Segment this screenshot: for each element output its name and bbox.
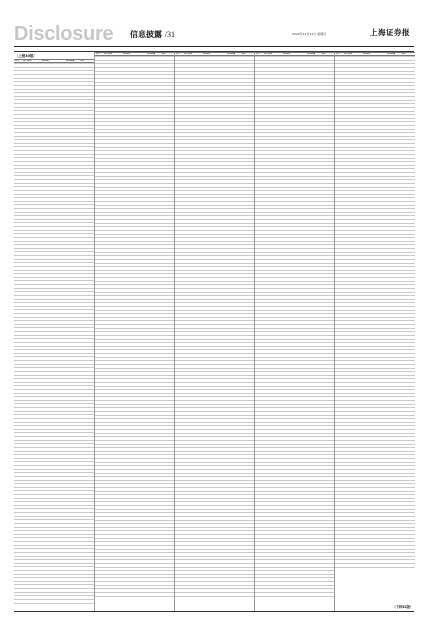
column-header: 客户名称 [104,53,113,55]
page-number: /31 [164,30,176,39]
section-name: 信息披露 [130,29,162,39]
table-row [335,567,415,571]
column-header: 序号 [176,53,181,55]
disclosure-table-frame [14,51,414,612]
dateline: 2020年12月31日 星期四 [292,32,327,36]
column-header: 客户名称 [184,53,193,55]
column-header: 证券账户 [283,53,292,55]
column-header: 序号 [336,53,341,55]
column-header: 比例 [241,53,246,55]
table-column-3 [174,52,254,611]
table-row [255,596,335,600]
column-header: 持有数量 [147,53,156,55]
column-header: 序号 [96,53,101,55]
column-header: 序号 [256,53,261,55]
table-column-4 [254,52,334,611]
column-header: 比例 [161,53,166,55]
section-wordmark: Disclosure [14,23,114,45]
table-row [14,603,94,607]
column-header: 证券账户 [203,53,212,55]
column-header: 持有数量 [227,53,236,55]
column-header: 证券账户 [363,53,372,55]
table-row [95,596,175,600]
column-header: 序号 [15,60,20,62]
column-header: 证券账户 [42,60,51,62]
column-header: 客户名称 [23,60,32,62]
column-header: 比例 [321,53,326,55]
newspaper-name: 上海证券报 [370,28,410,37]
masthead [14,18,414,47]
continued-on-note: （下转32版） [392,605,413,609]
column-header: 比例 [80,60,85,62]
table-column-1 [14,52,94,611]
column-header: 持有数量 [387,53,396,55]
column-header: 客户名称 [264,53,273,55]
column-header: 持有数量 [66,60,75,62]
column-header: 客户名称 [344,53,353,55]
column-header: 比例 [401,53,406,55]
section-title [130,28,175,41]
table-column-2 [94,52,174,611]
column-header: 证券账户 [123,53,132,55]
table-column-5 [334,52,414,611]
continued-from-note: （上接30版） [15,54,37,58]
table-row [175,596,255,600]
column-header: 持有数量 [307,53,316,55]
